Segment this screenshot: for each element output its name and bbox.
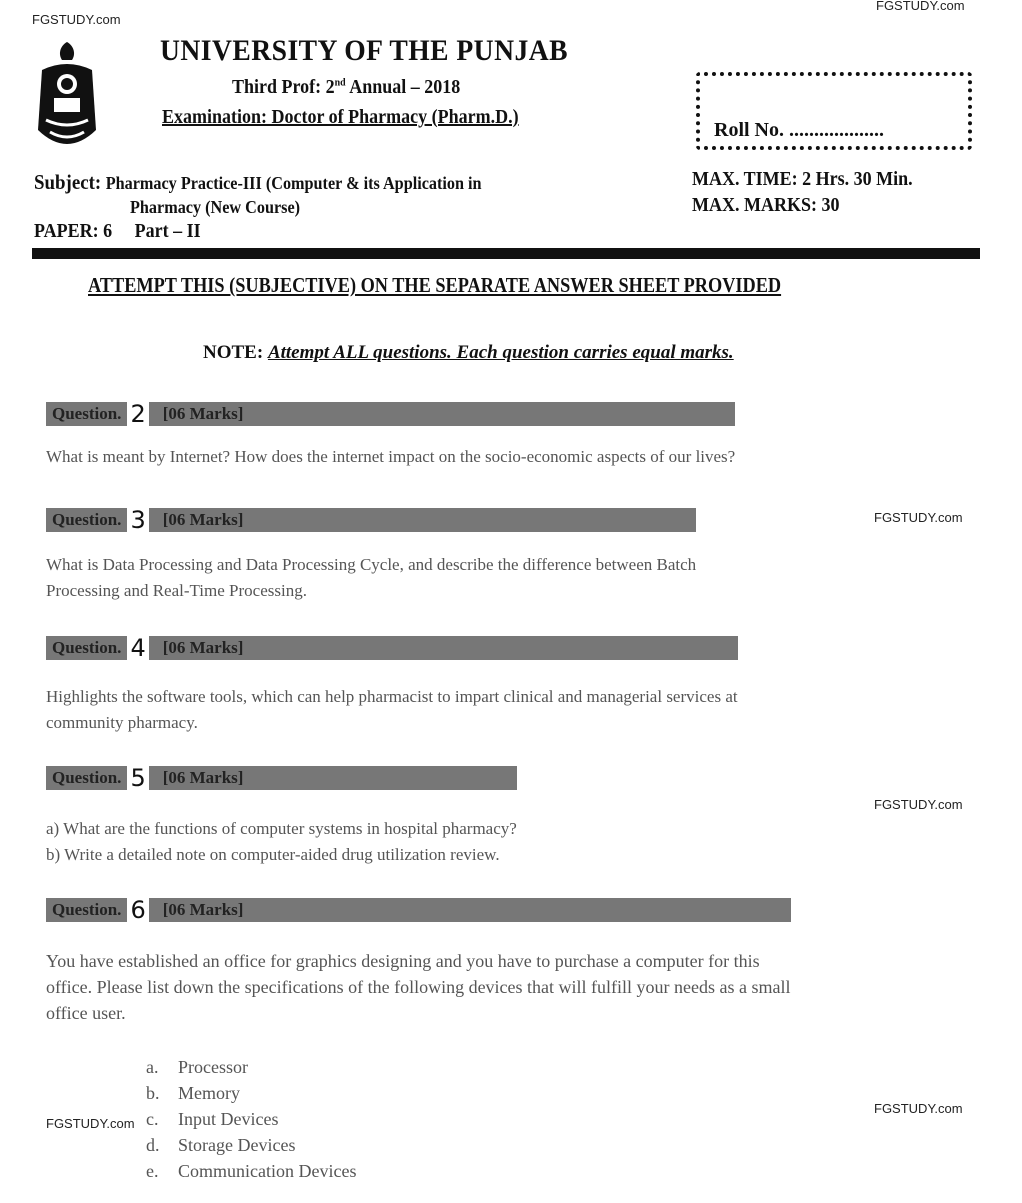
question-heading: Question. 5 [06 Marks] <box>46 766 517 790</box>
question-4 <box>46 636 738 736</box>
subject: Subject: Pharmacy Practice-III (Computer & its Application in <box>34 170 482 194</box>
question-text: office. Please list down the specifications of the following devices that will fulfill your needs as a small <box>46 977 791 997</box>
list-item: a. Processor <box>146 1057 248 1077</box>
roll-number-box <box>696 72 972 150</box>
question-text: Highlights the software tools, which can help pharmacist to impart clinical and managerial services at <box>46 687 738 706</box>
university-crest-logo <box>32 40 102 160</box>
question-text: What is Data Processing and Data Processing Cycle, and describe the difference between Batch <box>46 555 697 574</box>
list-item: d. Storage Devices <box>146 1135 296 1155</box>
watermark: FGSTUDY.com <box>876 0 965 13</box>
question-text: office user. <box>46 1003 126 1023</box>
question-text: community pharmacy. <box>46 713 198 732</box>
subject-line2: Pharmacy (New Course) <box>130 197 301 217</box>
university-name: UNIVERSITY OF THE PUNJAB <box>160 34 568 67</box>
examination-title: Examination: Doctor of Pharmacy (Pharm.D.) <box>162 106 519 128</box>
question-3 <box>46 508 696 604</box>
paper-number: PAPER: 6 Part – II <box>34 220 201 242</box>
roll-number-label: Roll No. ................... <box>714 119 884 141</box>
question-text: b) Write a detailed note on computer-aided drug utilization review. <box>46 845 500 864</box>
question-heading: Question. 2 [06 Marks] <box>46 402 735 426</box>
question-text: You have established an office for graphics designing and you have to purchase a computer for this <box>46 951 760 971</box>
device-list <box>146 1054 356 1184</box>
question-2 <box>46 402 735 470</box>
list-item: e. Communication Devices <box>146 1161 357 1181</box>
question-6 <box>46 898 791 1026</box>
list-item: b. Memory <box>146 1083 240 1103</box>
watermark: FGSTUDY.com <box>874 510 963 525</box>
note: NOTE: Attempt ALL questions. Each question carries equal marks. <box>203 342 734 363</box>
watermark: FGSTUDY.com <box>46 1116 135 1131</box>
question-heading: Question. 3 [06 Marks] <box>46 508 696 532</box>
question-text: a) What are the functions of computer systems in hospital pharmacy? <box>46 819 517 838</box>
watermark: FGSTUDY.com <box>874 1101 963 1116</box>
question-text: Processing and Real-Time Processing. <box>46 581 307 600</box>
exam-year: Third Prof: 2nd Annual – 2018 <box>232 76 461 98</box>
question-heading: Question. 4 [06 Marks] <box>46 636 738 660</box>
max-marks: MAX. MARKS: 30 <box>692 194 840 216</box>
question-5 <box>46 766 517 868</box>
watermark: FGSTUDY.com <box>32 12 121 27</box>
watermark: FGSTUDY.com <box>874 797 963 812</box>
question-text: What is meant by Internet? How does the internet impact on the socio-economic aspects of our lives? <box>46 447 736 466</box>
instruction: ATTEMPT THIS (SUBJECTIVE) ON THE SEPARATE ANSWER SHEET PROVIDED <box>88 273 782 297</box>
divider <box>32 248 980 259</box>
max-time: MAX. TIME: 2 Hrs. 30 Min. <box>692 168 913 190</box>
question-heading: Question. 6 [06 Marks] <box>46 898 791 922</box>
list-item: c. Input Devices <box>146 1109 279 1129</box>
